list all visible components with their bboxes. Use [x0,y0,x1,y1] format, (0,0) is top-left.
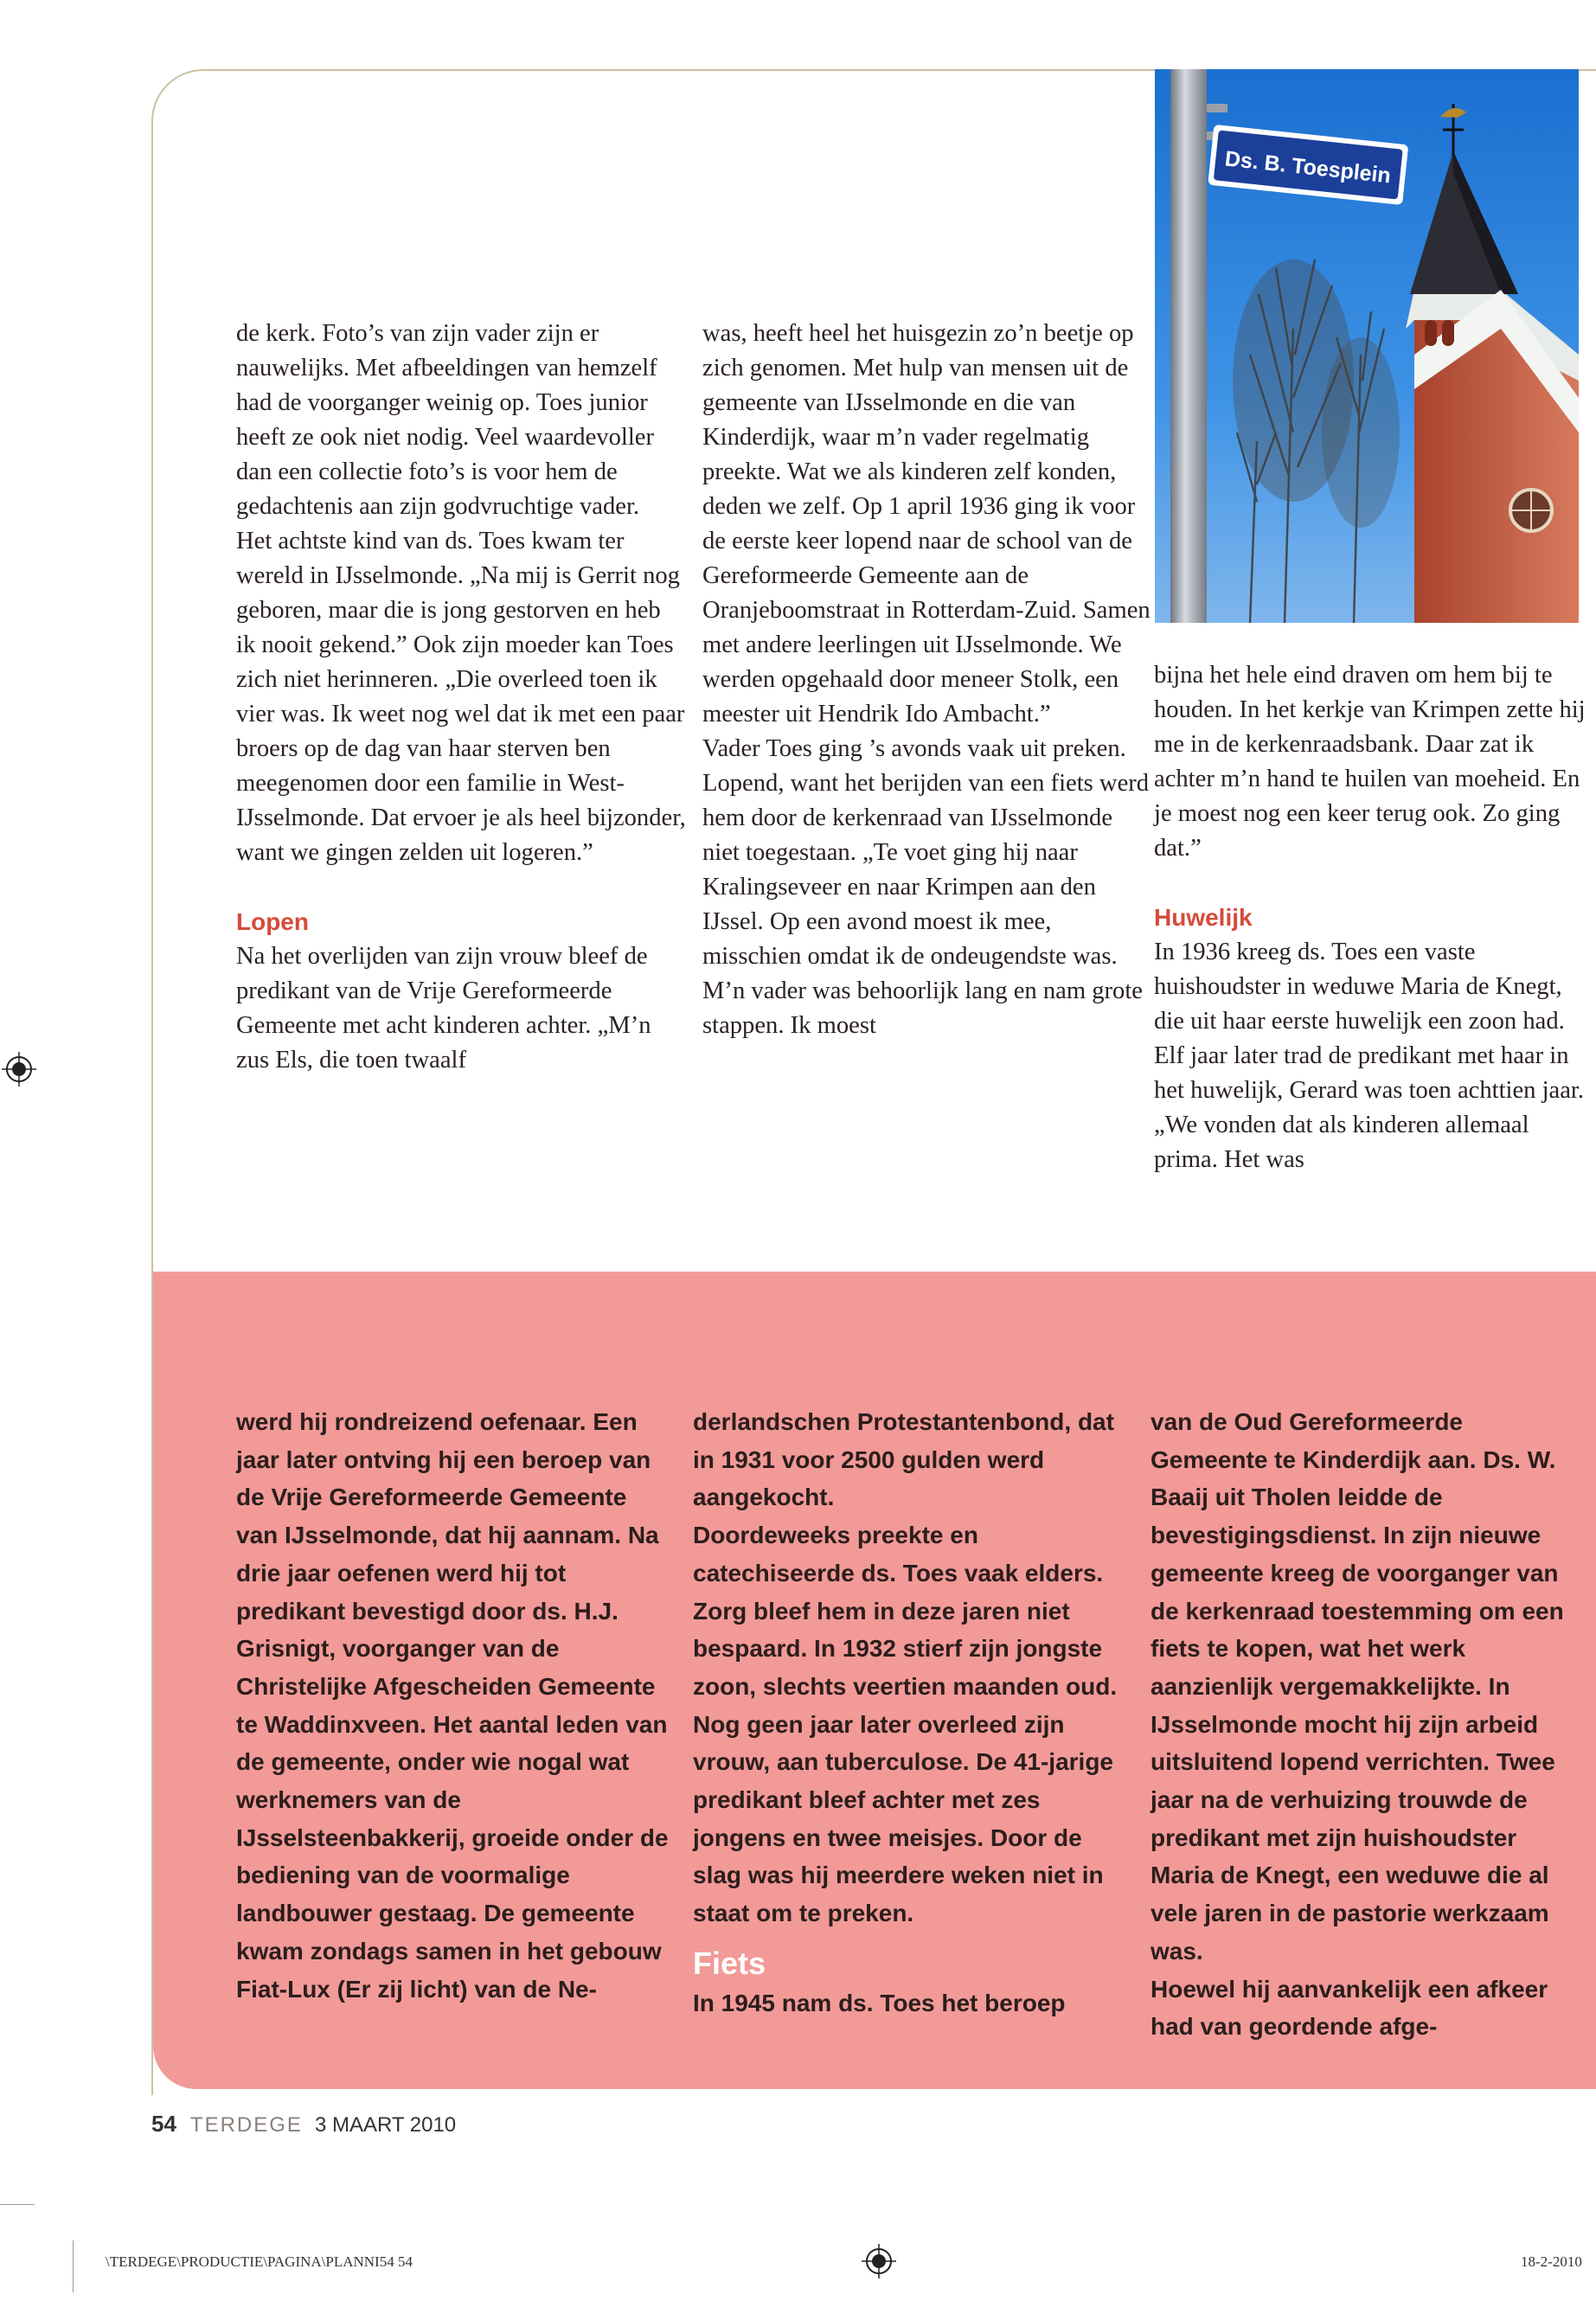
page-footer [151,2111,456,2138]
paragraph: Hoewel hij aanvankelijk een afkeer had van geordende afge- [1151,1975,1548,2041]
paragraph: van de Oud Gereformeerde Gemeente te Kinderdijk aan. Ds. W. Baaij uit Tholen leidde de bevestigingsdienst. In zijn nieuwe gemeente kreeg de voorganger van de kerkenraad toestemming om een fiets te kopen, wat het werk aanzienlijk vergemakkelijkte. In IJsselmonde mocht hij zijn arbeid uitsluitend lopend verrichten. Twee jaar na de verhuizing trouwde de predikant met zijn huishoudster Maria de Knegt, een weduwe die al vele jaren in de pastorie werkzaam was. [1151,1408,1564,1965]
paragraph: In 1936 kreeg ds. Toes een vaste huishoudster in weduwe Maria de Knegt, die uit haar eerste huwelijk een zoon had. Elf jaar later trad de predikant met haar in het huwelijk, Gerard was toen achttien jaar. „We vonden dat als kinderen allemaal prima. Het was [1154,939,1585,1173]
subheading-huwelijk: Huwelijk [1154,904,1253,931]
crop-mark [73,2240,74,2292]
page-number: 54 [151,2111,176,2137]
church-street-sign-photo [1155,69,1579,623]
registration-mark-icon [2,1052,36,1086]
paragraph: Na het overlijden van zijn vrouw bleef de predikant van de Vrije Gereformeerde Gemeente met acht kinderen achter. „M’n zus Els, die toen twaalf [236,943,651,1074]
slug-path: \TERDEGE\PRODUCTIE\PAGINA\PLANNI54 54 [106,2253,413,2270]
crop-mark [0,2204,35,2205]
paragraph: Het achtste kind van ds. Toes kwam ter wereld in IJsselmonde. „Na mij is Gerrit nog geboren, maar die is jong gestorven en heb ik nooit gekend.” Ook zijn moeder kan Toes zich niet herinneren. „Die overleed toen ik vier was. Ik weet nog wel dat ik met een paar broers op de dag van haar sterven ben meegenomen door een familie in West-IJsselmonde. Dat ervoer je als heel bijzonder, want we gingen zelden uit logeren.” [236,528,686,866]
subheading-lopen: Lopen [236,908,309,935]
slug-date: 18-2-2010 [1521,2253,1582,2270]
article-column-3 [1154,658,1586,1177]
paragraph: werd hij rondreizend oefenaar. Een jaar later ontving hij een beroep van de Vrije Gereformeerde Gemeente van IJsselmonde, dat hij aannam. Na drie jaar oefenen werd hij tot predikant bevestigd door ds. H.J. Grisnigt, voorganger van de Christelijke Afgescheiden Gemeente te Waddinxveen. Het aantal leden van de gemeente, onder wie nogal wat werknemers van de IJsselsteenbakkerij, groeide onder de bediening van de voormalige landbouwer gestaag. De gemeente kwam zondags samen in het gebouw Fiat-Lux (Er zij licht) van de Ne- [236,1408,669,2003]
sidebar-column-3 [1151,1403,1583,2046]
paragraph: In 1945 nam ds. Toes het beroep [693,1989,1066,2016]
paragraph: derlandschen Protestantenbond, dat in 1931 voor 2500 gulden werd aangekocht. [693,1408,1114,1511]
paragraph: was, heeft heel het huisgezin zo’n beetje op zich genomen. Met hulp van mensen uit de gemeente van IJsselmonde en die van Kinderdijk, waar m’n vader regelmatig preekte. Wat we als kinderen zelf konden, deden we zelf. Op 1 april 1936 ging ik voor de eerste keer lopend naar de school van de Gereformeerde Gemeente aan de Oranjeboomstraat in Rotterdam-Zuid. Samen met andere leerlingen uit IJsselmonde. We werden opgehaald door meneer Stolk, een meester uit Hendrik Ido Ambacht.” [702,320,1151,727]
sidebar-column-2 [693,1403,1125,2022]
subheading-fiets: Fiets [693,1945,766,1981]
paragraph: bijna het hele eind draven om hem bij te houden. In het kerkje van Krimpen zette hij me in de kerkenraadsbank. Daar zat ik achter m’n hand te huilen van moeheid. En je moest nog een keer terug ook. Zo ging dat.” [1154,662,1586,862]
article-column-2 [702,317,1152,1043]
article-column-1 [236,317,686,1078]
sidebar-column-1 [236,1403,669,2008]
registration-mark-icon [862,2244,896,2279]
paragraph: Doordeweeks preekte en catechiseerde ds. Toes vaak elders. Zorg bleef hem in deze jaren niet bespaard. In 1932 stierf zijn jongste zoon, slechts veertien maanden oud. Nog geen jaar later overleed zijn vrouw, aan tuberculose. De 41-jarige predikant bleef achter met zes jongens en twee meisjes. Door de slag was hij meerdere weken niet in staat om te preken. [693,1522,1118,1927]
paragraph: Vader Toes ging ’s avonds vaak uit preken. Lopend, want het berijden van een fiets werd hem door de kerkenraad van IJsselmonde niet toegestaan. „Te voet ging hij naar Kralingseveer en naar Krimpen aan den IJssel. Op een avond moest ik mee, misschien omdat ik de ondeugendste was. M’n vader was behoorlijk lang en nam grote stappen. Ik moest [702,735,1150,1039]
magazine-name: TERDEGE [189,2113,303,2137]
street-sign-text: Ds. B. Toesplein [1223,146,1393,189]
issue-date: 3 MAART 2010 [314,2113,457,2137]
paragraph: de kerk. Foto’s van zijn vader zijn er nauwelijks. Met afbeeldingen van hemzelf had de voorganger weinig op. Toes junior heeft ze ook niet nodig. Veel waardevoller dan een collectie foto’s is voor hem de gedachtenis aan zijn godvruchtige vader. [236,320,657,520]
